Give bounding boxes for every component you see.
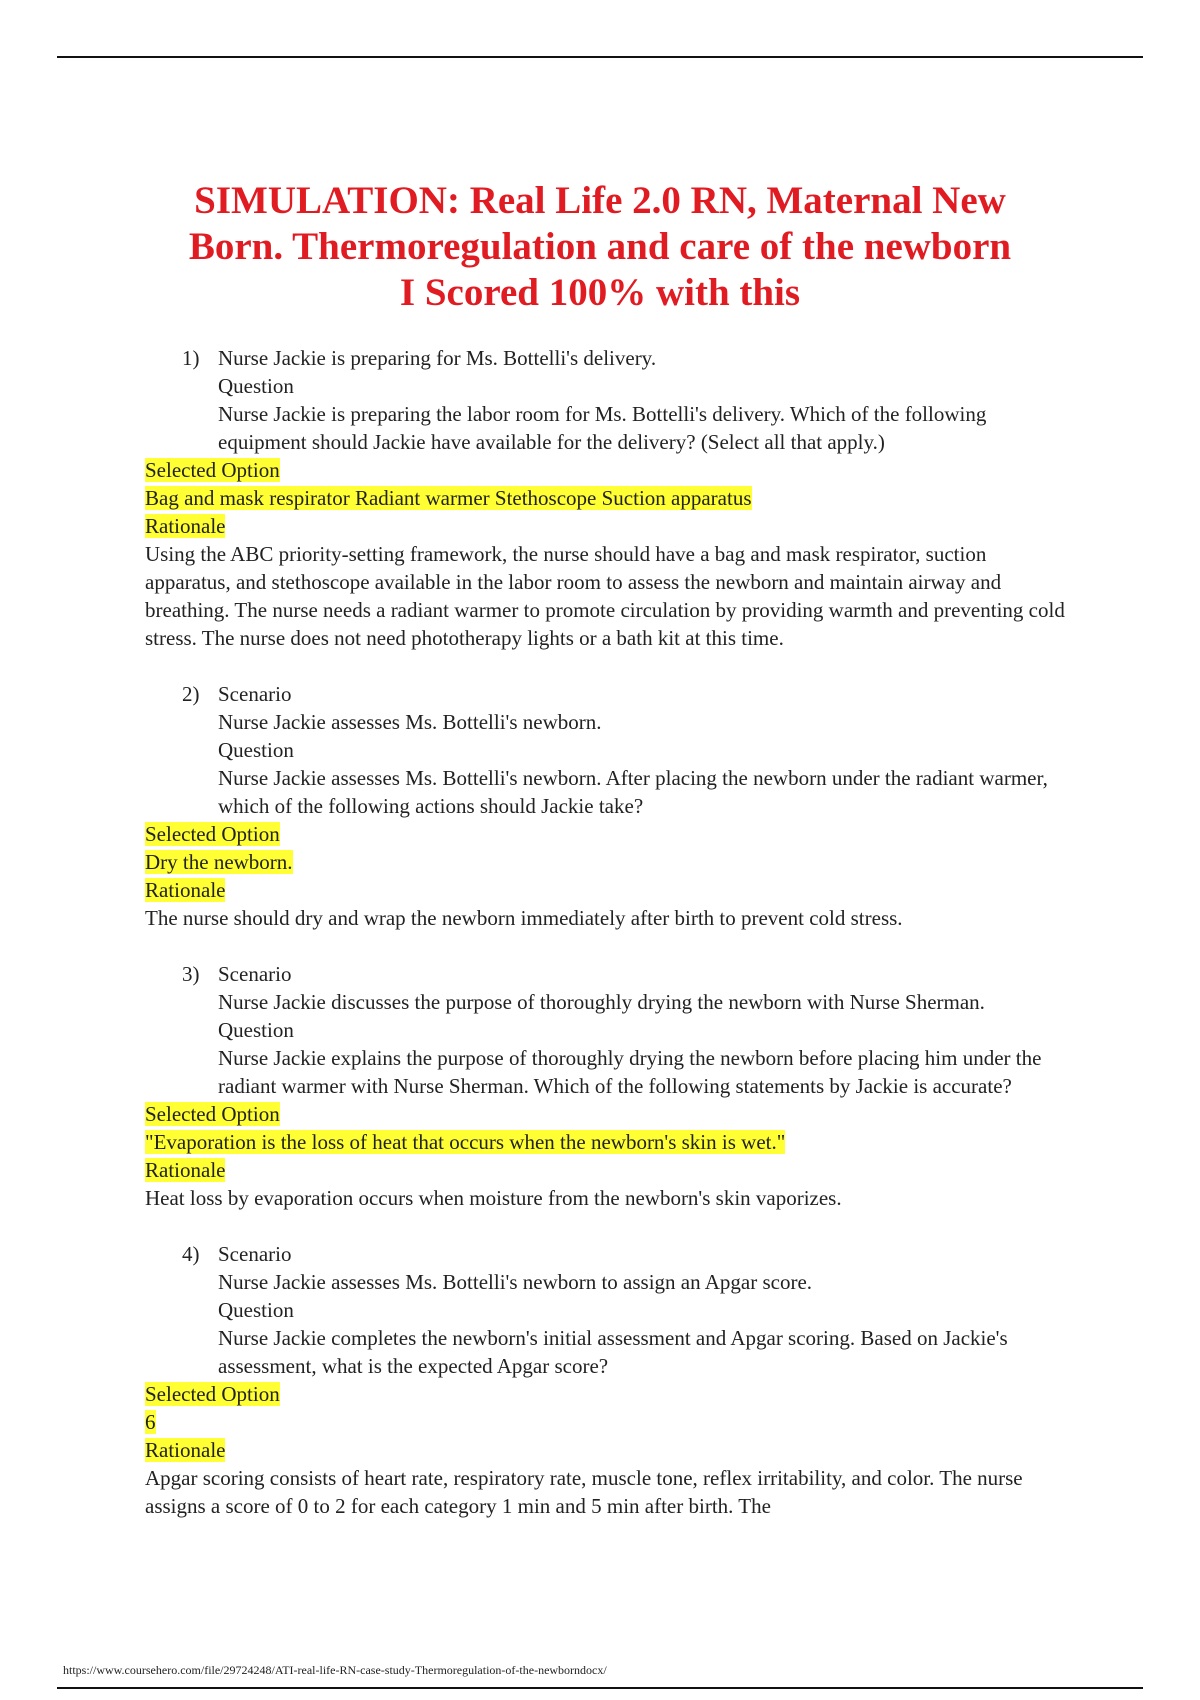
selected-option-label-row — [145, 1380, 1065, 1408]
scenario-label: Scenario — [218, 1242, 292, 1266]
scenario-text: Nurse Jackie discusses the purpose of thoroughly drying the newborn with Nurse Sherman. — [218, 990, 985, 1014]
rationale-label: Rationale — [145, 1158, 226, 1182]
selected-option-label: Selected Option — [145, 1102, 280, 1126]
question-number: 2) — [182, 682, 200, 706]
selected-option-value: Dry the newborn. — [145, 850, 293, 874]
rationale-label: Rationale — [145, 1438, 226, 1462]
question-header — [145, 1240, 1065, 1380]
question-label: Question — [218, 374, 294, 398]
selected-option-value: 6 — [145, 1410, 156, 1434]
question-context: Nurse Jackie is preparing for Ms. Bottelli's delivery. — [218, 346, 657, 370]
rationale-text: Apgar scoring consists of heart rate, respiratory rate, muscle tone, reflex irritability, and color. The nurse assigns a score of 0 to 2 for each category 1 min and 5 min after birth. The — [145, 1466, 1023, 1518]
question-label: Question — [218, 738, 294, 762]
selected-option-value: "Evaporation is the loss of heat that occurs when the newborn's skin is wet." — [145, 1130, 786, 1154]
question-header — [145, 680, 1065, 820]
question-header — [145, 344, 1065, 456]
selected-option-value-row — [145, 1128, 1065, 1156]
selected-option-label: Selected Option — [145, 1382, 280, 1406]
rationale-label-row — [145, 512, 1065, 540]
rationale-text: Using the ABC priority-setting framework, the nurse should have a bag and mask respirator, suction apparatus, and stethoscope available in the labor room to assess the newborn and maintain airway and breathing. The nurse needs a radiant warmer to promote circulation by providing warmth and preventing cold stress. The nurse does not need phototherapy lights or a bath kit at this time. — [145, 542, 1065, 650]
selected-option-label: Selected Option — [145, 458, 280, 482]
selected-option-label: Selected Option — [145, 822, 280, 846]
scenario-text: Nurse Jackie assesses Ms. Bottelli's newborn. — [218, 710, 602, 734]
question-header — [145, 960, 1065, 1100]
question-text: Nurse Jackie assesses Ms. Bottelli's newborn. After placing the newborn under the radiant warmer, which of the following actions should Jackie take? — [218, 766, 1048, 818]
selected-option-value: Bag and mask respirator Radiant warmer Stethoscope Suction apparatus — [145, 486, 752, 510]
question-block — [145, 344, 1065, 652]
rationale-text: The nurse should dry and wrap the newborn immediately after birth to prevent cold stress. — [145, 906, 903, 930]
rationale-text: Heat loss by evaporation occurs when moisture from the newborn's skin vaporizes. — [145, 1186, 842, 1210]
question-block — [145, 960, 1065, 1212]
top-rule — [57, 56, 1143, 58]
question-text: Nurse Jackie is preparing the labor room for Ms. Bottelli's delivery. Which of the following equipment should Jackie have available for the delivery? (Select all that apply.) — [218, 402, 987, 454]
question-label: Question — [218, 1018, 294, 1042]
question-number: 1) — [182, 346, 200, 370]
rationale-label: Rationale — [145, 878, 226, 902]
scenario-text: Nurse Jackie assesses Ms. Bottelli's newborn to assign an Apgar score. — [218, 1270, 813, 1294]
title-line-3: I Scored 100% with this — [399, 271, 801, 314]
question-label: Question — [218, 1298, 294, 1322]
document-title — [100, 178, 1100, 316]
scenario-label: Scenario — [218, 962, 292, 986]
selected-option-value-row — [145, 484, 1065, 512]
selected-option-value-row — [145, 848, 1065, 876]
scenario-label: Scenario — [218, 682, 292, 706]
selected-option-label-row — [145, 1100, 1065, 1128]
selected-option-label-row — [145, 820, 1065, 848]
question-text: Nurse Jackie explains the purpose of thoroughly drying the newborn before placing him under the radiant warmer with Nurse Sherman. Which of the following statements by Jackie is accurate? — [218, 1046, 1042, 1098]
title-line-1: SIMULATION: Real Life 2.0 RN, Maternal New — [194, 179, 1006, 222]
rationale-label-row — [145, 1436, 1065, 1464]
rationale-label-row — [145, 1156, 1065, 1184]
question-list — [145, 344, 1065, 1548]
question-number: 4) — [182, 1242, 200, 1266]
rationale-label: Rationale — [145, 514, 226, 538]
question-number: 3) — [182, 962, 200, 986]
source-url[interactable]: https://www.coursehero.com/file/29724248/ATI-real-life-RN-case-study-Thermoregulation-of-the-newborndocx/ — [63, 1663, 607, 1677]
question-block — [145, 680, 1065, 932]
question-block — [145, 1240, 1065, 1520]
selected-option-value-row — [145, 1408, 1065, 1436]
selected-option-label-row — [145, 456, 1065, 484]
question-text: Nurse Jackie completes the newborn's initial assessment and Apgar scoring. Based on Jackie's assessment, what is the expected Apgar score? — [218, 1326, 1008, 1378]
rationale-label-row — [145, 876, 1065, 904]
title-line-2: Born. Thermoregulation and care of the newborn — [188, 225, 1012, 268]
bottom-rule — [57, 1687, 1143, 1689]
